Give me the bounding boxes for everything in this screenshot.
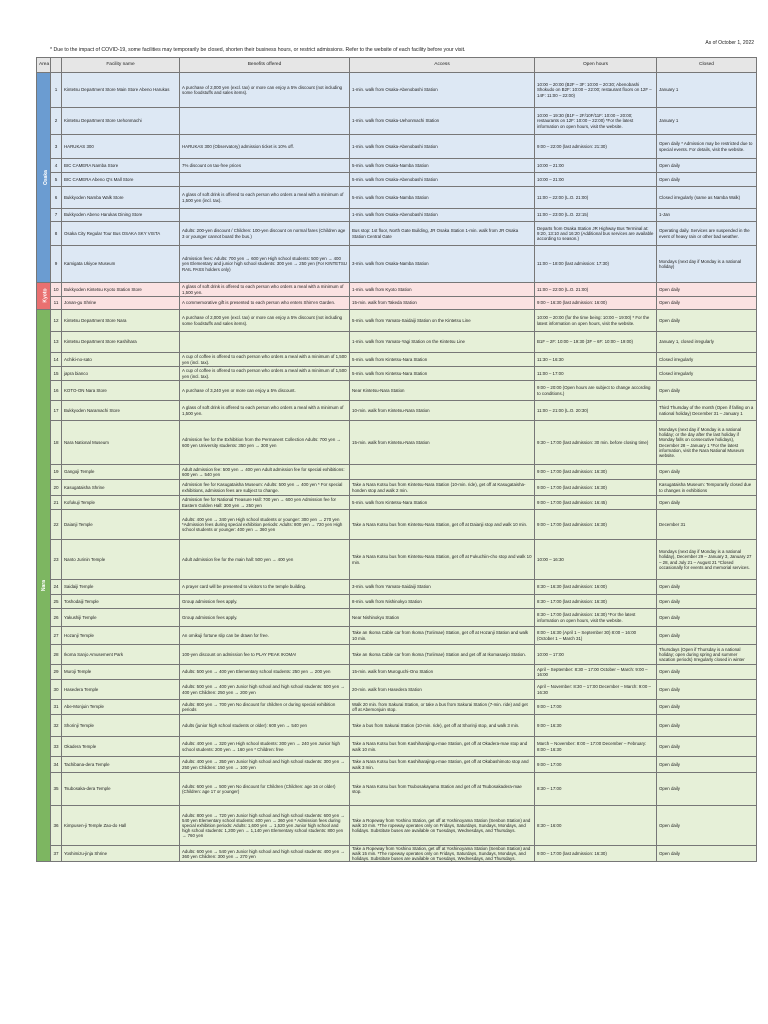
row-number: 4	[51, 159, 62, 173]
table-row	[37, 680, 757, 700]
facility-name: Muroji Temple	[62, 665, 180, 680]
table-body	[37, 73, 757, 862]
facility-name: Abe-Monjuin Temple	[62, 700, 180, 715]
benefit	[180, 108, 350, 135]
facility-name: Shorinji Temple	[62, 715, 180, 737]
table-row	[37, 135, 757, 159]
closed-days: Open daily	[657, 665, 757, 680]
benefit: HARUKAS 300 (Observatory) admission ticket is 10% off.	[180, 135, 350, 159]
area-label-kyoto	[37, 283, 51, 310]
row-number: 24	[51, 580, 62, 595]
access: Near Nishinokyo Station	[350, 609, 535, 627]
access: 5-min. walk from Osaka-Namba Station	[350, 159, 535, 173]
facility-name: Kasugataisha Shrine	[62, 480, 180, 496]
facility-name: Tsubosaka-dera Temple	[62, 773, 180, 806]
facility-name: HARUKAS 300	[62, 135, 180, 159]
closed-days: Open daily	[657, 773, 757, 806]
access: 3-min. walk from Osaka-Namba Station	[350, 246, 535, 283]
open-hours: 10:00 – 16:30	[535, 540, 657, 580]
access: Take a Nara Kotsu bus from Kintetsu-Nara Station (10-min. ride), get off at Kasugataisha-honden stop and walk 2 min.	[350, 480, 535, 496]
closed-days: January 1, closed irregularly	[657, 332, 757, 353]
open-hours: 11:00 – 22:00 (L.O. 21:00)	[535, 283, 657, 297]
open-hours: 10:00 – 21:00	[535, 173, 657, 187]
open-hours: Departs from Osaka Station JR Highway Bus Terminal at: 9:20, 13:10 and 16:20 (Additional bus services are available according to season.)	[535, 222, 657, 246]
access: 5-min. walk from Kintetsu-Nara Station	[350, 367, 535, 381]
open-hours: 9:00 – 17:00	[535, 700, 657, 715]
closed-days: Open daily	[657, 159, 757, 173]
row-number: 9	[51, 246, 62, 283]
benefit: A cup of coffee is offered to each person who orders a meal with a minimum of 1,500 yen (incl. tax).	[180, 353, 350, 367]
table-row	[37, 173, 757, 187]
row-number: 23	[51, 540, 62, 580]
access: Take an Ikoma Cable car from Ikoma (Toriimae) Station, get off at Hozanji Station and walk 10 min.	[350, 627, 535, 645]
access: 8-min. walk from Nishinokyo Station	[350, 595, 535, 609]
benefit: An omikuji fortune slip can be drawn for free.	[180, 627, 350, 645]
access: 5-min. walk from Osaka-Namba Station	[350, 187, 535, 209]
table-row	[37, 540, 757, 580]
access: 1-min. walk from Osaka-Uehonmachi Station	[350, 108, 535, 135]
closed-days: Kasugataisha Museum: Temporarily closed due to changes in exhibitions	[657, 480, 757, 496]
facility-name: Hasedera Temple	[62, 680, 180, 700]
open-hours: 9:00 – 16:30 (last admission: 16:00)	[535, 297, 657, 310]
benefit: Admission fee for National Treasure Hall: 700 yen → 600 yen Admission fee for Eastern Golden Hall: 300 yen → 250 yen	[180, 496, 350, 510]
table-row	[37, 381, 757, 401]
row-number: 2	[51, 108, 62, 135]
open-hours: 8:30 – 17:00 (last admission: 16:30)	[535, 595, 657, 609]
benefit: Adults: 600 yen → 540 yen Junior high school and high school students: 400 yen → 360 yen Children: 300 yen → 270 yen	[180, 846, 350, 862]
table-row	[37, 846, 757, 862]
facility-name: Osaka City Regular Tour Bus OSAKA SKY VISTA	[62, 222, 180, 246]
benefit: Adults: 800 yen → 700 yen No discount for children or during special exhibition periods	[180, 700, 350, 715]
row-number: 12	[51, 310, 62, 332]
access: 1-min. walk from Osaka-Abenobashi Station	[350, 73, 535, 108]
benefit	[180, 209, 350, 222]
open-hours: 10:00 – 19:30 (B1F – 2F/10F/11F: 10:00 – 20:00; restaurants on 12F: 10:00 – 22:00) *For the latest information on open hours, visit the website.	[535, 108, 657, 135]
covid-notice: * Due to the impact of COVID-19, some facilities may temporarily be closed, shorten their business hours, or restrict admissions. Refer to the website of each facility before your visit.	[50, 47, 466, 53]
access: 20-min. walk from Hasedera Station	[350, 680, 535, 700]
table-row	[37, 222, 757, 246]
open-hours: 11:00 – 18:00 (last admission: 17:30)	[535, 246, 657, 283]
benefit: 7% discount on tax-free prices	[180, 159, 350, 173]
open-hours: 8:00 – 16:30 (April 1 – September 30) 8:00 – 16:00 (October 1 – March 31)	[535, 627, 657, 645]
row-number: 11	[51, 297, 62, 310]
open-hours: 11:30 – 16:30	[535, 353, 657, 367]
benefit: Adult admission fee for the main hall: 500 yen → 400 yen	[180, 540, 350, 580]
closed-days: Closed irregularly	[657, 367, 757, 381]
as-of-date: As of October 1, 2022	[705, 40, 754, 46]
facility-name: Kintetsu Department Store Uehonmachi	[62, 108, 180, 135]
open-hours: April – September: 8:30 – 17:00 October – March: 9:00 – 16:00	[535, 665, 657, 680]
open-hours: 8:30 – 17:00 (last admission: 16:30) *For the latest information on open hours, visit the website.	[535, 609, 657, 627]
closed-days: Open daily	[657, 580, 757, 595]
table-row	[37, 353, 757, 367]
closed-days: Open daily	[657, 297, 757, 310]
facility-name: Toshodaiji Temple	[62, 595, 180, 609]
table-row	[37, 480, 757, 496]
closed-days: Open daily	[657, 715, 757, 737]
table-row	[37, 187, 757, 209]
open-hours: 9:00 – 17:00 (last admission: 16:30)	[535, 846, 657, 862]
row-number: 19	[51, 465, 62, 480]
table-row	[37, 108, 757, 135]
access: 5-min. walk from Kintetsu-Nara Station	[350, 353, 535, 367]
closed-days: 1-Jan	[657, 209, 757, 222]
benefit: A prayer card will be presented to visitors to the temple building.	[180, 580, 350, 595]
header-area: Area	[37, 58, 51, 73]
access: 15-min. walk from Muroguchi-Ono Station	[350, 665, 535, 680]
access: 1-min. walk from Yamato-Yagi Station on the Kintetsu Line	[350, 332, 535, 353]
open-hours: April – November: 8:30 – 17:00 December – March: 9:00 – 16:30	[535, 680, 657, 700]
closed-days: Open daily	[657, 173, 757, 187]
table-row	[37, 283, 757, 297]
row-number: 17	[51, 401, 62, 421]
table-row	[37, 496, 757, 510]
table-row	[37, 773, 757, 806]
row-number: 31	[51, 700, 62, 715]
access: Take a Nara Kotsu bus from Kashiharajingu-mae Station, get off at Okabashimoto stop and walk 3 min.	[350, 757, 535, 773]
area-label-nara	[37, 310, 51, 862]
access: 10-min. walk from Kintetsu-Nara Station	[350, 401, 535, 421]
access: 3-min. walk from Yamato-Saidaiji Station	[350, 580, 535, 595]
row-number: 28	[51, 645, 62, 665]
open-hours: 9:00 – 17:00	[535, 757, 657, 773]
open-hours: 9:00 – 20:00 (Open hours are subject to change according to conditions.)	[535, 381, 657, 401]
closed-days: Closed irregularly (same as Namba Walk)	[657, 187, 757, 209]
table-header	[37, 58, 757, 73]
access: Take a Nara Kotsu bus from Tsubosakayama Station and get off at Tsubosakadera-mae stop.	[350, 773, 535, 806]
benefit	[180, 173, 350, 187]
table-row	[37, 159, 757, 173]
access: 15-min. walk from Kintetsu-Nara Station	[350, 421, 535, 465]
open-hours: 10:00 – 20:00 (for the time being: 10:00 – 19:00) * For the latest information on open hours, visit the website.	[535, 310, 657, 332]
table-row	[37, 465, 757, 480]
open-hours: 8:30 – 16:00	[535, 806, 657, 846]
facility-table	[36, 57, 757, 862]
open-hours: 9:00 – 17:00 (last admission: 16:30)	[535, 480, 657, 496]
row-number: 27	[51, 627, 62, 645]
row-number: 32	[51, 715, 62, 737]
row-number: 37	[51, 846, 62, 862]
access: Take a bus from Sakurai Station (10-min. ride), get off at Shorinji stop, and walk 3 min.	[350, 715, 535, 737]
benefit: Adults: 500 yen → 400 yen Elementary school students: 250 yen → 200 yen	[180, 665, 350, 680]
table-row	[37, 510, 757, 540]
row-number: 22	[51, 510, 62, 540]
table-row	[37, 401, 757, 421]
row-number: 34	[51, 757, 62, 773]
access: 1-min. walk from Kyoto Station	[350, 283, 535, 297]
row-number: 21	[51, 496, 62, 510]
header-access: Access	[350, 58, 535, 73]
row-number: 30	[51, 680, 62, 700]
closed-days: January 1	[657, 73, 757, 108]
facility-name: Jonan-gu Shrine	[62, 297, 180, 310]
facility-name: Tachibana-dera Temple	[62, 757, 180, 773]
benefit: A purchase of 2,000 yen (excl. tax) or more can enjoy a 5% discount (not including some foodstuffs and sales items).	[180, 310, 350, 332]
benefit: Group admission fees apply.	[180, 609, 350, 627]
row-number: 14	[51, 353, 62, 367]
facility-name: Bukkyoden Naramachi Store	[62, 401, 180, 421]
open-hours: 11:00 – 21:00 (L.O. 20:30)	[535, 401, 657, 421]
table-row	[37, 367, 757, 381]
table-row	[37, 297, 757, 310]
facility-name: Kofukuji Temple	[62, 496, 180, 510]
closed-days: Closed irregularly	[657, 353, 757, 367]
closed-days: Open daily	[657, 496, 757, 510]
benefit: Adults: 400 yen → 350 yen Junior high school and high school students: 300 yen → 250 yen Children: 150 yen → 100 yen	[180, 757, 350, 773]
access: 15-min. walk from Takeda Station	[350, 297, 535, 310]
facility-name: BIC CAMERA Abeno Q's Mall Store	[62, 173, 180, 187]
row-number: 6	[51, 187, 62, 209]
area-label-text: Osaka	[42, 169, 49, 186]
open-hours: 9:00 – 22:00 (last admission: 21:30)	[535, 135, 657, 159]
open-hours: 10:00 – 17:00	[535, 645, 657, 665]
table-row	[37, 209, 757, 222]
closed-days: Open daily	[657, 737, 757, 757]
closed-days: Open daily	[657, 846, 757, 862]
table-row	[37, 645, 757, 665]
benefit: A commemorative gift is presented to each person who enters Shin'en Garden.	[180, 297, 350, 310]
row-number: 10	[51, 283, 62, 297]
row-number: 8	[51, 222, 62, 246]
row-number: 26	[51, 609, 62, 627]
row-number: 7	[51, 209, 62, 222]
benefit: A glass of soft drink is offered to each person who orders a meal with a minimum of 1,500 yen.	[180, 283, 350, 297]
closed-days: Open daily	[657, 806, 757, 846]
open-hours: 8:30 – 17:00	[535, 773, 657, 806]
table-row	[37, 595, 757, 609]
facility-name: Bukkyoden Namba Walk Store	[62, 187, 180, 209]
area-label-text: Nara	[41, 580, 48, 592]
facility-name: Saidaiji Temple	[62, 580, 180, 595]
row-number: 35	[51, 773, 62, 806]
closed-days: Open daily	[657, 310, 757, 332]
row-number: 1	[51, 73, 62, 108]
open-hours: 10:00 – 20:00 (B2F – 3F: 10:00 – 20:30; Abenobashi Shokudo on B2F: 10:00 – 22:00; restaurant floors on 12F – 14F: 11:00 – 22:00)	[535, 73, 657, 108]
benefit: Adults: 600 yen → 500 yen No discount for Children (Children: age 16 or older) (Children: age 17 or younger)	[180, 773, 350, 806]
closed-days: Open daily	[657, 381, 757, 401]
header-facility: Facility name	[62, 58, 180, 73]
facility-name: BIC CAMERA Namba Store	[62, 159, 180, 173]
closed-days: Open daily * Admission may be restricted due to special events. For details, visit the website.	[657, 135, 757, 159]
access: Take a Nara Kotsu bus from Kashiharajingu-mae Station, get off at Okadera-mae stop and walk 10 min.	[350, 737, 535, 757]
header-hours: Open hours	[535, 58, 657, 73]
facility-name: Kintetsu Department Store Nara	[62, 310, 180, 332]
open-hours: 9:00 – 17:00 (last admission: 16:45)	[535, 496, 657, 510]
access: Take a Ropeway from Yoshino Station, get off at Yoshinoyama Station (Senbon Station) and walk 15 min. *The ropeway operates only on Fridays, Saturdays, Sundays, Mondays, and holidays. Substitute buses are available on Tuesdays, Wednesdays, and Thursdays.	[350, 846, 535, 862]
facility-name: KOTO-ON Nara Store	[62, 381, 180, 401]
open-hours: B1F – 2F: 10:00 – 19:30 (3F – 6F: 10:00 – 19:00)	[535, 332, 657, 353]
benefit: A glass of soft drink is offered to each person who orders a meal with a minimum of 1,500 yen (incl. tax).	[180, 187, 350, 209]
benefit: Adults: 400 yen → 320 yen High school students: 300 yen → 240 yen Junior high school students: 200 yen → 160 yen * Children: free	[180, 737, 350, 757]
table-row	[37, 757, 757, 773]
table-row	[37, 246, 757, 283]
benefit: Adults: 800 yen → 720 yen Junior high school and high school students: 600 yen → 540 yen Elementary school students: 400 yen → 360 yen * Admission fees during special exhibition periods: Adults: 1,600 yen → 1,520 yen Junior high school and high school students: 1,200 yen → 1,140 yen Elementary school students: 800 yen → 760 yen	[180, 806, 350, 846]
row-number: 5	[51, 173, 62, 187]
row-number: 16	[51, 381, 62, 401]
facility-name: Kamigata Ukiyoe Museum	[62, 246, 180, 283]
facility-name: Kintetsu Department Store Main Store Abeno Harukas	[62, 73, 180, 108]
closed-days: Open daily	[657, 465, 757, 480]
header-benefit: Benefits offered	[180, 58, 350, 73]
open-hours: March – November: 8:00 – 17:00 December – February: 8:00 – 16:30	[535, 737, 657, 757]
area-label-text: Kyoto	[42, 288, 49, 304]
closed-days: December 31	[657, 510, 757, 540]
benefit	[180, 332, 350, 353]
row-number: 25	[51, 595, 62, 609]
open-hours: 9:00 – 16:30	[535, 715, 657, 737]
facility-name: Daianji Temple	[62, 510, 180, 540]
open-hours: 11:00 – 22:00 (L.O. 21:00)	[535, 187, 657, 209]
closed-days: Mondays (next day if Monday is a national holiday), December 29 – January 3, January 27 – 28, and July 21 – August 21 *Closed occasionally for events and memorial services.	[657, 540, 757, 580]
facility-name: Bukkyoden Kintetsu Kyoto Station Store	[62, 283, 180, 297]
closed-days: Operating daily. Services are suspended in the event of heavy rain or other bad weather.	[657, 222, 757, 246]
table-row	[37, 332, 757, 353]
facility-name: Yakushiji Temple	[62, 609, 180, 627]
closed-days: Open daily	[657, 283, 757, 297]
facility-name: Yoshimizu-jinja Shrine	[62, 846, 180, 862]
open-hours: 11:00 – 17:00	[535, 367, 657, 381]
row-number: 20	[51, 480, 62, 496]
benefit: Adults (junior high school students or older): 600 yen → 540 yen	[180, 715, 350, 737]
table-row	[37, 310, 757, 332]
benefit: A purchase of 3,240 yen or more can enjoy a 5% discount.	[180, 381, 350, 401]
open-hours: 8:30 – 16:30 (last admission: 16:00)	[535, 580, 657, 595]
table-row	[37, 421, 757, 465]
facility-name: Hozanji Temple	[62, 627, 180, 645]
benefit: Group admission fees apply.	[180, 595, 350, 609]
facility-name: Okadera Temple	[62, 737, 180, 757]
table-row	[37, 73, 757, 108]
open-hours: 9:00 – 17:00 (last admission: 16:30)	[535, 465, 657, 480]
table-row	[37, 665, 757, 680]
closed-days: Mondays (next day if Monday is a national holiday)	[657, 246, 757, 283]
row-number: 33	[51, 737, 62, 757]
header-no	[51, 58, 62, 73]
access: Take a Ropeway from Yoshino Station, get off at Yoshinoyama Station (Senbon Station) and walk 10 min. *The ropeway operates only on Fridays, Saturdays, Sundays, Mondays, and holidays. Substitute buses are available on Tuesdays, Wednesdays, and Thursdays.	[350, 806, 535, 846]
facility-name: Gangoji Temple	[62, 465, 180, 480]
access: Take a Nara Kotsu bus from Kintetsu-Nara Station, get off at Fukuchiin-cho stop and walk 10 min.	[350, 540, 535, 580]
table-row	[37, 580, 757, 595]
table-row	[37, 737, 757, 757]
facility-name: Kimpusen-ji Temple Zao-do Hall	[62, 806, 180, 846]
row-number: 15	[51, 367, 62, 381]
open-hours: 9:30 – 17:00 (last admission: 30 min. before closing time)	[535, 421, 657, 465]
closed-days: Open daily	[657, 609, 757, 627]
access: 1-min. walk from Osaka-Abenobashi Station	[350, 135, 535, 159]
closed-days: Open daily	[657, 595, 757, 609]
benefit: A glass of soft drink is offered to each person who orders a meal with a minimum of 1,500 yen.	[180, 401, 350, 421]
table-row	[37, 806, 757, 846]
facility-name: Bukkyoden Abeno Harukas Dining Store	[62, 209, 180, 222]
header-closed: Closed	[657, 58, 757, 73]
access: 5-min. walk from Osaka-Abenobashi Station	[350, 173, 535, 187]
closed-days: Third Thursday of the month (Open if falling on a national holiday) December 31 – January 1	[657, 401, 757, 421]
access: Walk 20 min. from Sakurai Station, or take a bus from Sakurai Station (7-min. ride) and get off at Abemonjuin stop.	[350, 700, 535, 715]
access: 5-min. walk from Yamato-Saidaiji Station on the Kintetsu Line	[350, 310, 535, 332]
closed-days: Thursdays (Open if Thursday is a national holiday; open during spring and summer vacation periods) Irregularly closed in winter	[657, 645, 757, 665]
access	[350, 465, 535, 480]
benefit: Adults: 200-yen discount / Children: 100-yen discount on normal fares (Children age 3 or younger cannot board the bus.)	[180, 222, 350, 246]
benefit: Admission fee for the Exhibition from the Permanent Collection Adults: 700 yen → 600 yen University students: 350 yen → 300 yen	[180, 421, 350, 465]
closed-days: Open daily	[657, 627, 757, 645]
access: Bus stop: 1st floor, North Gate Building, JR Osaka Station 1-min. walk from JR Osaka Station Central Gate	[350, 222, 535, 246]
access: Take an Ikoma Cable car from Ikoma (Toriimae) Station and get off at Ikomasanjo Station.	[350, 645, 535, 665]
benefit: Adults: 500 yen → 400 yen Junior high school and high school students: 500 yen → 400 yen Children: 250 yen → 200 yen	[180, 680, 350, 700]
access: Take a Nara Kotsu bus from Kintetsu-Nara Station, get off at Daianji stop and walk 10 min.	[350, 510, 535, 540]
row-number: 36	[51, 806, 62, 846]
access: 1-min. walk from Osaka-Abenobashi Station	[350, 209, 535, 222]
benefit: A purchase of 2,000 yen (excl. tax) or more can enjoy a 5% discount (not including some foodstuffs and sales items).	[180, 73, 350, 108]
benefit: Adult admission fee: 500 yen → 400 yen Adult admission fee for special exhibitions: 600 yen → 540 yen	[180, 465, 350, 480]
table-row	[37, 627, 757, 645]
benefit: A cup of coffee is offered to each person who orders a meal with a minimum of 1,500 yen (incl. tax).	[180, 367, 350, 381]
row-number: 18	[51, 421, 62, 465]
closed-days: Open daily	[657, 700, 757, 715]
row-number: 29	[51, 665, 62, 680]
table-row	[37, 700, 757, 715]
facility-name: Achiki-no-sato	[62, 353, 180, 367]
open-hours: 11:00 – 23:00 (L.O. 22:15)	[535, 209, 657, 222]
open-hours: 9:00 – 17:00 (last admission: 16:30)	[535, 510, 657, 540]
benefit: Admission fee for Kasugataisha Museum: Adults: 500 yen → 400 yen * For special exhibitions, admission fees are subject to change.	[180, 480, 350, 496]
access: 5-min. walk from Kintetsu-Nara Station	[350, 496, 535, 510]
row-number: 3	[51, 135, 62, 159]
open-hours: 10:00 – 21:00	[535, 159, 657, 173]
closed-days: Open daily	[657, 680, 757, 700]
facility-name: japra bianco	[62, 367, 180, 381]
facility-name: Ikoma Sanjo Amusement Park	[62, 645, 180, 665]
facility-name: Kintetsu Department Store Kashihara	[62, 332, 180, 353]
row-number: 13	[51, 332, 62, 353]
benefit: Adults: 400 yen → 340 yen High school students or younger: 300 yen → 270 yen *Admission fees during special exhibition periods: Adults: 800 yen → 720 yen High school students or younger: 400 yen → 360 yen	[180, 510, 350, 540]
access: Near Kintetsu-Nara Station	[350, 381, 535, 401]
closed-days: Open daily	[657, 757, 757, 773]
table-row	[37, 715, 757, 737]
closed-days: January 1	[657, 108, 757, 135]
area-label-osaka	[37, 73, 51, 283]
table-row	[37, 609, 757, 627]
closed-days: Mondays (next day if Monday is a national holiday; or the day after the last holiday if Monday falls on consecutive holidays), December 28 – January 1 *For the latest information, visit the Nara National Museum website.	[657, 421, 757, 465]
benefit: Admission fees: Adults: 700 yen → 600 yen High school students: 500 yen → 400 yen Elementary and junior high school students: 300 yen → 250 yen (For KINTETSU RAIL PASS holders only)	[180, 246, 350, 283]
benefit: 100-yen discount on admission fee to PLAY PEAK IKOMA!	[180, 645, 350, 665]
facility-name: Nanto Jurinin Temple	[62, 540, 180, 580]
facility-name: Nara National Museum	[62, 421, 180, 465]
